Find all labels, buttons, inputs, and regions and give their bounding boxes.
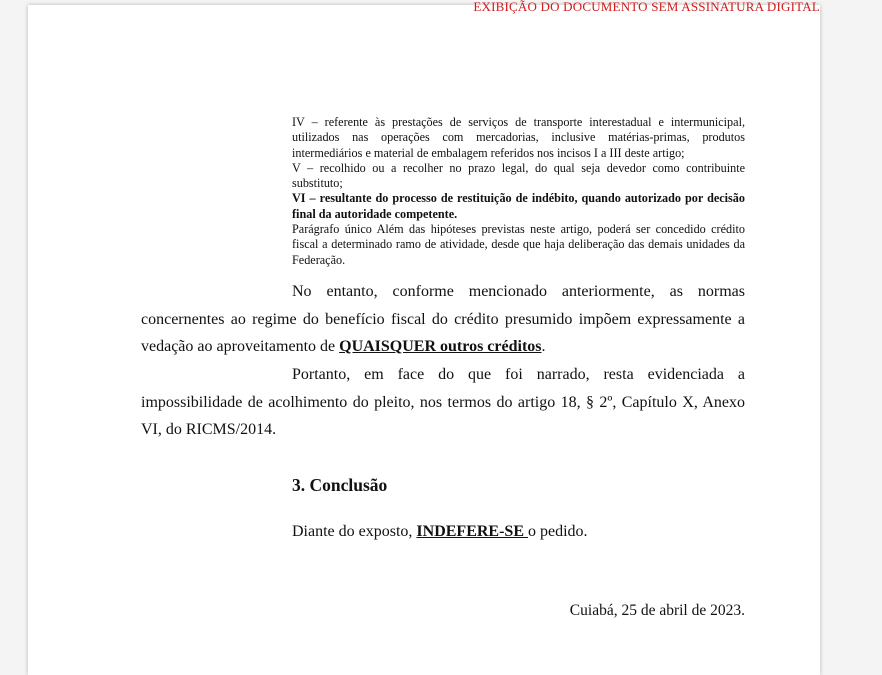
paragraph-1-end: . bbox=[541, 338, 546, 355]
date-line: Cuiabá, 25 de abril de 2023. bbox=[569, 602, 745, 619]
conclusion-end: o pedido. bbox=[528, 523, 588, 540]
conclusion-text: Diante do exposto, bbox=[292, 523, 417, 540]
paragraph-2-text: Portanto, em face do que foi narrado, resta evidenciada a impossibilidade de acolhimento do pleito, nos termos do artigo 18, § 2º, Capítulo X, Anexo VI, do RICMS/2014. bbox=[141, 366, 745, 438]
paragraph-1-text: No entanto, conforme mencionado anteriormente, as normas concernentes ao regime do benefício fiscal do crédito presumido impõem expressamente a vedação ao aproveitamento de bbox=[141, 283, 745, 355]
watermark-text: EXIBIÇÃO DO DOCUMENTO SEM ASSINATURA DIGITAL bbox=[473, 0, 820, 14]
quote-paragrafo-unico: Parágrafo único Além das hipóteses previstas neste artigo, poderá ser concedido crédito fiscal a determinado ramo de atividade, desde que haja deliberação das demais unidades da Federação. bbox=[292, 222, 745, 267]
quote-item-iv: IV – referente às prestações de serviços de transporte interestadual e intermunicipal, utilizados nas operações com mercadorias, inclusive matérias-primas, produtos intermediários e material de embalagem referidos nos incisos I a III deste artigo; bbox=[292, 115, 745, 160]
quote-item-vi: VI – resultante do processo de restituição de indébito, quando autorizado por decisão final da autoridade competente. bbox=[292, 191, 745, 221]
section-heading: 3. Conclusão bbox=[292, 475, 388, 495]
quote-item-v: V – recolhido ou a recolher no prazo legal, do qual seja devedor como contribuinte substituto; bbox=[292, 160, 745, 191]
paragraph-2 bbox=[141, 361, 745, 444]
conclusion-paragraph bbox=[292, 523, 588, 541]
paragraph-1-emphasis: QUAISQUER outros créditos bbox=[339, 338, 542, 355]
paragraph-1 bbox=[141, 278, 745, 361]
document-page bbox=[28, 0, 820, 675]
conclusion-emphasis: INDEFERE-SE bbox=[416, 523, 528, 540]
legal-quote-block bbox=[292, 115, 745, 268]
